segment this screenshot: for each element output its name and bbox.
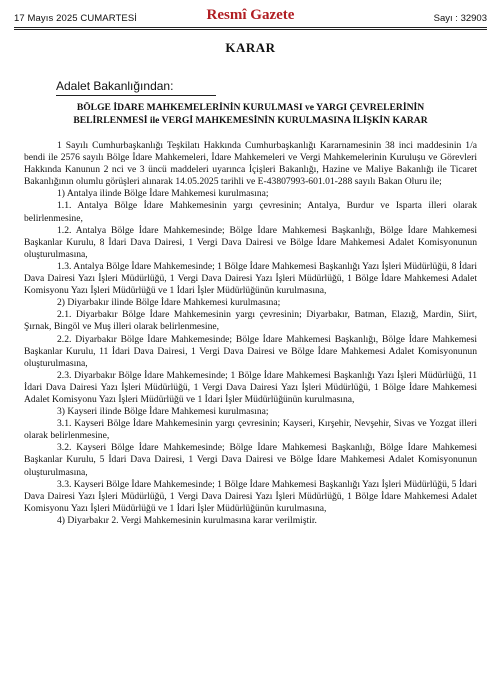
- regulation-title-line-1: BÖLGE İDARE MAHKEMELERİNİN KURULMASI ve YARGI ÇEVRELERİNİN: [76, 102, 425, 113]
- paragraph: 1.1. Antalya Bölge İdare Mahkemesinin yargı çevresinin; Antalya, Burdur ve Isparta illeri olarak belirlenmesine,: [24, 200, 477, 224]
- paragraph: 3.1. Kayseri Bölge İdare Mahkemesinin yargı çevresinin; Kayseri, Kırşehir, Nevşehir, Sivas ve Yozgat illeri olarak belirlenmesine,: [24, 418, 477, 442]
- paragraph: 2.3. Diyarbakır Bölge İdare Mahkemesinde; 1 Bölge İdare Mahkemesi Başkanlığı Yazı İşleri Müdürlüğü, 11 İdari Dava Dairesi Yazı İşleri Müdürlüğü, 1 Vergi Dava Dairesi Yazı İşleri Müdürlüğü, 1 Bölge İdare Mahkemesi Adalet Komisyonu Yazı İşleri Müdürlüğü ve 1 İdari İşler Müdürlüğünün kurulmasına,: [24, 369, 477, 405]
- header-rule-top: [14, 27, 487, 28]
- paragraph: 4) Diyarbakır 2. Vergi Mahkemesinin kurulmasına karar verilmiştir.: [57, 514, 317, 526]
- paragraph: 3) Kayseri ilinde Bölge İdare Mahkemesi kurulmasına;: [57, 406, 269, 418]
- header-rule-bottom: [14, 29, 487, 30]
- paragraph: 1.3. Antalya Bölge İdare Mahkemesinde; 1 Bölge İdare Mahkemesi Başkanlığı Yazı İşleri Müdürlüğü, 8 İdari Dava Dairesi Yazı İşleri Müdürlüğü, 1 Vergi Dava Dairesi Yazı İşleri Müdürlüğü, 1 Bölge İdare Mahkemesi Adalet Komisyonu Yazı İşleri Müdürlüğü ve 1 İdari İşler Müdürlüğünün kurulmasına,: [24, 260, 477, 297]
- header-date: 17 Mayıs 2025 CUMARTESİ: [14, 13, 138, 24]
- paragraph: 2.1. Diyarbakır Bölge İdare Mahkemesinin yargı çevresinin; Diyarbakır, Batman, Elazığ, Mardin, Siirt, Şırnak, Bingöl ve Muş illeri olarak belirlenmesine,: [24, 309, 477, 333]
- document-type: KARAR: [225, 40, 276, 55]
- paragraph: 3.3. Kayseri Bölge İdare Mahkemesinde; 1 Bölge İdare Mahkemesi Başkanlığı Yazı İşleri Müdürlüğü, 5 İdari Dava Dairesi Yazı İşleri Müdürlüğü, 1 Vergi Dava Dairesi Yazı İşleri Müdürlüğü, 1 Bölge İdare Mahkemesi Adalet Komisyonu Yazı İşleri Müdürlüğü ve 1 İdari İşler Müdürlüğünün kurulmasına,: [24, 478, 477, 514]
- paragraph: 1.2. Antalya Bölge İdare Mahkemesinde; Bölge İdare Mahkemesi Başkanlığı, Bölge İdare Mahkemesi Başkanlar Kurulu, 8 İdari Dava Dairesi, 1 Vergi Dava Dairesi ve Bölge İdare Mahkemesi Adalet Komisyonunun oluşturulmasına,: [24, 224, 477, 260]
- gazette-header: [14, 4, 487, 24]
- regulation-title-line-2: BELİRLENMESİ ile VERGİ MAHKEMESİNİN KURULMASINA İLİŞKİN KARAR: [73, 115, 428, 126]
- document-body: [24, 140, 477, 527]
- gazette-title: Resmî Gazete: [206, 7, 295, 23]
- issue-number: Sayı : 32903: [433, 13, 487, 24]
- paragraph: 1 Sayılı Cumhurbaşkanlığı Teşkilatı Hakkında Cumhurbaşkanlığı Kararnamesinin 38 inci maddesinin 1/a bendi ile 2576 sayılı Bölge İdare Mahkemeleri, İdare Mahkemeleri ve Vergi Mahkemelerinin Kuruluşu ve Görevleri Hakkında Kanunun 2 nci ve 3 üncü maddeleri uyarınca İçişleri Bakanlığı, Hazine ve Maliye Bakanlığı ile Ticaret Bakanlığının olumlu görüşleri alınarak 14.05.2025 tarihli ve E-43807993-601.01-288 sayılı Bakan Oluru ile;: [24, 140, 477, 188]
- regulation-title: [40, 101, 461, 127]
- paragraph: 2.2. Diyarbakır Bölge İdare Mahkemesinde; Bölge İdare Mahkemesi Başkanlığı, Bölge İdare Mahkemesi Başkanlar Kurulu, 11 İdari Dava Dairesi, 1 Vergi Dava Dairesi ve Bölge İdare Mahkemesi Adalet Komisyonunun oluşturulmasına,: [24, 333, 477, 369]
- ministry-underline: [56, 95, 216, 96]
- ministry-name: Adalet Bakanlığından:: [56, 79, 174, 93]
- paragraph: 2) Diyarbakır ilinde Bölge İdare Mahkemesi kurulmasına;: [57, 297, 281, 309]
- paragraph: 1) Antalya ilinde Bölge İdare Mahkemesi kurulmasına;: [57, 188, 269, 200]
- paragraph: 3.2. Kayseri Bölge İdare Mahkemesinde; Bölge İdare Mahkemesi Başkanlığı, Bölge İdare Mahkemesi Başkanlar Kurulu, 5 İdari Dava Dairesi, 1 Vergi Dava Dairesi ve Bölge İdare Mahkemesi Adalet Komisyonunun oluşturulmasına,: [24, 442, 477, 478]
